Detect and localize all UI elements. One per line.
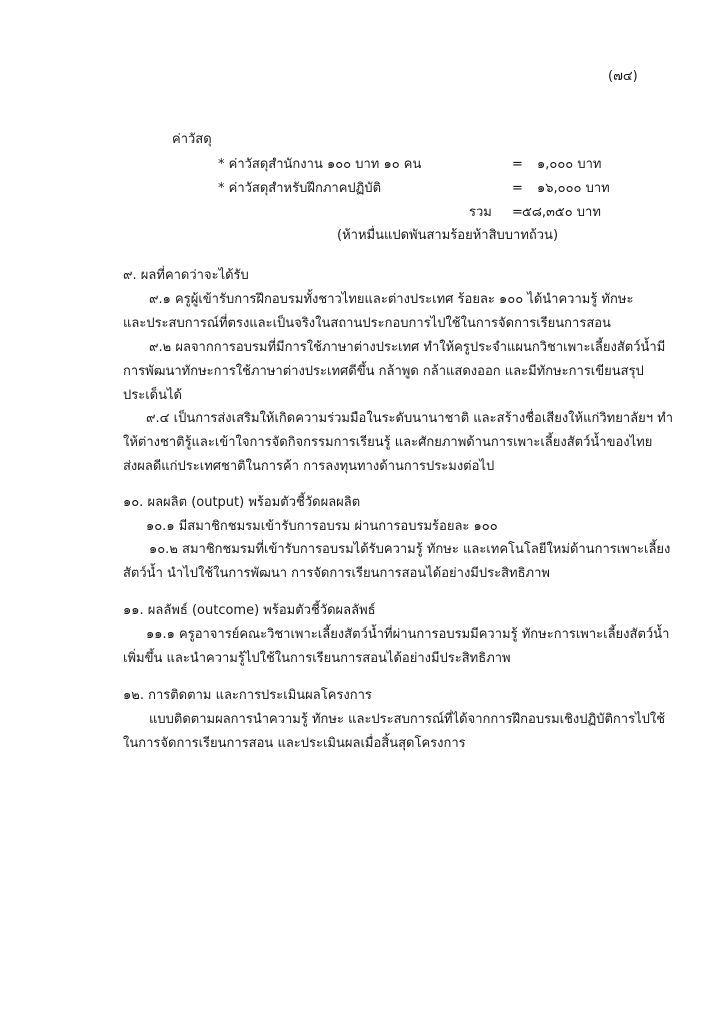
paragraph-line: ๑๐.๑ มีสมาชิกชมรมเข้ารับการอบรม ผ่านการอบรมร้อยละ ๑๐๐ (146, 519, 498, 534)
section-heading: ๙. ผลที่คาดว่าจะได้รับ (123, 268, 249, 283)
page-number: (๗๔) (608, 69, 638, 84)
budget-item-office-supplies: * ค่าวัสดุสำนักงาน ๑๐๐ บาท ๑๐ คน (218, 157, 422, 172)
paragraph-line: ๙.๒ ผลจากการอบรมที่มีการใช้ภาษาต่างประเทศ ทำให้ครูประจำแผนกวิชาเพาะเลี้ยงสัตว์น้ำมี (149, 340, 666, 355)
paragraph-line: ในการจัดการเรียนการสอน และประเมินผลเมื่อสิ้นสุดโครงการ (123, 736, 466, 751)
budget-item-amount: ๑,๐๐๐ บาท (537, 157, 602, 172)
paragraph-line: ๑๑.๑ ครูอาจารย์คณะวิชาเพาะเลี้ยงสัตว์น้ำที่ผ่านการอบรมมีความรู้ ทักษะการเพาะเลี้ยงสัตว์น้ำ (146, 627, 670, 642)
budget-total-label: รวม (469, 205, 492, 220)
budget-item-equals: = (512, 157, 523, 172)
paragraph-line: ๑๐.๒ สมาชิกชมรมที่เข้ารับการอบรมได้รับความรู้ ทักษะ และเทคโนโลยีใหม่ด้านการเพาะเลี้ยง (149, 542, 671, 557)
section-heading: ๑๑. ผลลัพธ์ (outcome) พร้อมตัวชี้วัดผลลัพธ์ (123, 603, 376, 618)
budget-total-amount: ๕๘,๓๕๐ บาท (522, 205, 601, 220)
paragraph-line: และประสบการณ์ที่ตรงและเป็นจริงในสถานประกอบการไปใช้ในการจัดการเรียนการสอน (123, 316, 611, 331)
section-heading: ๑๒. การติดตาม และการประเมินผลโครงการ (123, 688, 372, 703)
budget-item-amount: ๑๖,๐๐๐ บาท (537, 181, 610, 196)
budget-total-in-words: (ห้าหมื่นแปดพันสามร้อยห้าสิบบาทถ้วน) (337, 228, 559, 243)
section-heading: ๑๐. ผลผลิต (output) พร้อมตัวชี้วัดผลผลิต (123, 495, 361, 510)
budget-total-equals: = (512, 205, 523, 220)
budget-heading: ค่าวัสดุ (172, 132, 212, 147)
paragraph-line: แบบติดตามผลการนำความรู้ ทักษะ และประสบการณ์ที่ได้จากการฝึกอบรมเชิงปฏิบัติการไปใช้ (149, 712, 666, 727)
paragraph-line: ให้ต่างชาติรู้และเข้าใจการจัดกิจกรรมการเรียนรู้ และศักยภาพด้านการเพาะเลี้ยงสัตว์น้ำของไทย (123, 435, 653, 450)
paragraph-line: สัตว์น้ำ นำไปใช้ในการพัฒนา การจัดการเรียนการสอนได้อย่างมีประสิทธิภาพ (123, 566, 550, 581)
paragraph-line: ๙.๑ ครูผู้เข้ารับการฝึกอบรมทั้งชาวไทยและต่างประเทศ ร้อยละ ๑๐๐ ได้นำความรู้ ทักษะ (149, 292, 634, 307)
paragraph-line: ๙.๔ เป็นการส่งเสริมให้เกิดความร่วมมือในระดับนานาชาติ และสร้างชื่อเสียงให้แก่วิทยาลัยฯ ทำ (146, 411, 674, 426)
budget-item-practice-supplies: * ค่าวัสดุสำหรับฝึกภาคปฏิบัติ (218, 181, 382, 196)
paragraph-line: ประเด็นได้ (123, 388, 182, 403)
budget-item-equals: = (512, 181, 523, 196)
paragraph-line: ส่งผลดีแก่ประเทศชาติในการค้า การลงทุนทางด้านการประมงต่อไป (123, 459, 495, 474)
paragraph-line: การพัฒนาทักษะการใช้ภาษาต่างประเทศดีขึ้น กล้าพูด กล้าแสดงออก และมีทักษะการเขียนสรุป (123, 364, 644, 379)
paragraph-line: เพิ่มขึ้น และนำความรู้ไปใช้ในการเรียนการสอนได้อย่างมีประสิทธิภาพ (123, 651, 511, 666)
